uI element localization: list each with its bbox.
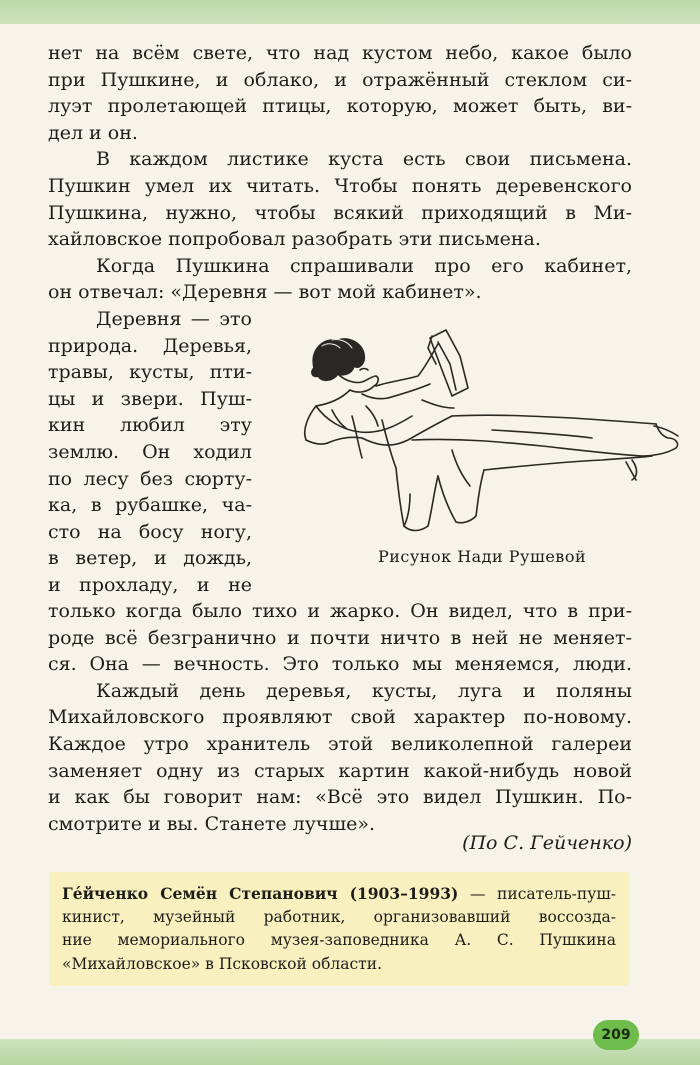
text-line: цы и звери. Пуш- <box>48 387 252 410</box>
info-line <box>62 882 616 906</box>
text-line: он отвечал: «Деревня — вот мой кабинет». <box>48 281 482 304</box>
text-line: роде всё безгранично и почти ничто в ней не меняет- <box>48 626 632 649</box>
text-line: сто на босу ногу, <box>48 520 252 543</box>
text-line: при Пушкине, и облако, и отражённый стеклом си- <box>48 68 632 91</box>
text-line: Пушкин умел их читать. Чтобы понять деревенского <box>48 174 632 197</box>
text-line: кин любил эту <box>48 414 252 437</box>
text-line: Деревня — это <box>96 308 252 330</box>
text-line: нет на всём свете, что над кустом небо, какое было <box>48 42 632 64</box>
info-line: ние мемориального музея-заповедника А. С. Пушкина <box>62 931 616 950</box>
top-decor-band <box>0 0 700 24</box>
text-line: землю. Он ходил <box>48 440 252 463</box>
source-attribution: (По С. Гейченко) <box>462 832 632 854</box>
text-line: луэт пролетающей птицы, которую, может быть, ви- <box>48 95 632 118</box>
author-name: Ге́йченко Семён Степанович (1903–1993) <box>62 884 459 903</box>
text-line: Михайловского проявляют свой характер по-новому. <box>48 706 632 729</box>
text-line: смотрите и вы. Станете лучше». <box>48 812 376 835</box>
paragraph-wrap-left <box>48 306 252 599</box>
text-line: Пушкина, нужно, чтобы всякий приходящий в Ми- <box>48 201 632 224</box>
text-line: хайловское попробовал разобрать эти письмена. <box>48 228 541 251</box>
info-line: «Михайловское» в Псковской области. <box>62 954 383 973</box>
paragraph-bottom <box>48 598 632 837</box>
text-line: Когда Пушкина спрашивали про его кабинет, <box>96 254 632 277</box>
text-line: в ветер, и дождь, <box>48 547 252 570</box>
text-line: В каждом листике куста есть свои письмена. <box>96 148 632 171</box>
text-line: и как бы говорит нам: «Всё это видел Пушкин. По- <box>48 786 632 809</box>
pushkin-sketch-illustration <box>292 320 684 548</box>
illustration-caption: Рисунок Нади Рушевой <box>378 547 587 566</box>
text-line: Каждый день деревья, кусты, луга и поляны <box>96 679 632 702</box>
text-line: дел и он. <box>48 121 138 144</box>
info-line-rest: — писатель-пуш- <box>469 885 616 903</box>
text-line: ка, в рубашке, ча- <box>48 494 252 517</box>
author-info-text <box>62 882 616 976</box>
text-line: травы, кусты, пти- <box>48 361 252 384</box>
text-line: заменяет одну из старых картин какой-нибудь новой <box>48 759 632 782</box>
paragraph-top <box>48 40 632 306</box>
page-number-badge: 209 <box>593 1020 639 1050</box>
text-line: ся. Она — вечность. Это только мы меняемся, люди. <box>48 653 632 676</box>
text-line: и прохладу, и не <box>48 573 252 596</box>
text-line: только когда было тихо и жарко. Он видел, что в при- <box>48 600 632 622</box>
info-line: кинист, музейный работник, организовавший воссозда- <box>62 908 616 927</box>
text-line: по лесу без сюрту- <box>48 467 252 490</box>
text-line: Каждое утро хранитель этой великолепной галереи <box>48 732 632 755</box>
text-line: природа. Деревья, <box>48 334 252 357</box>
author-info-box <box>49 872 629 986</box>
